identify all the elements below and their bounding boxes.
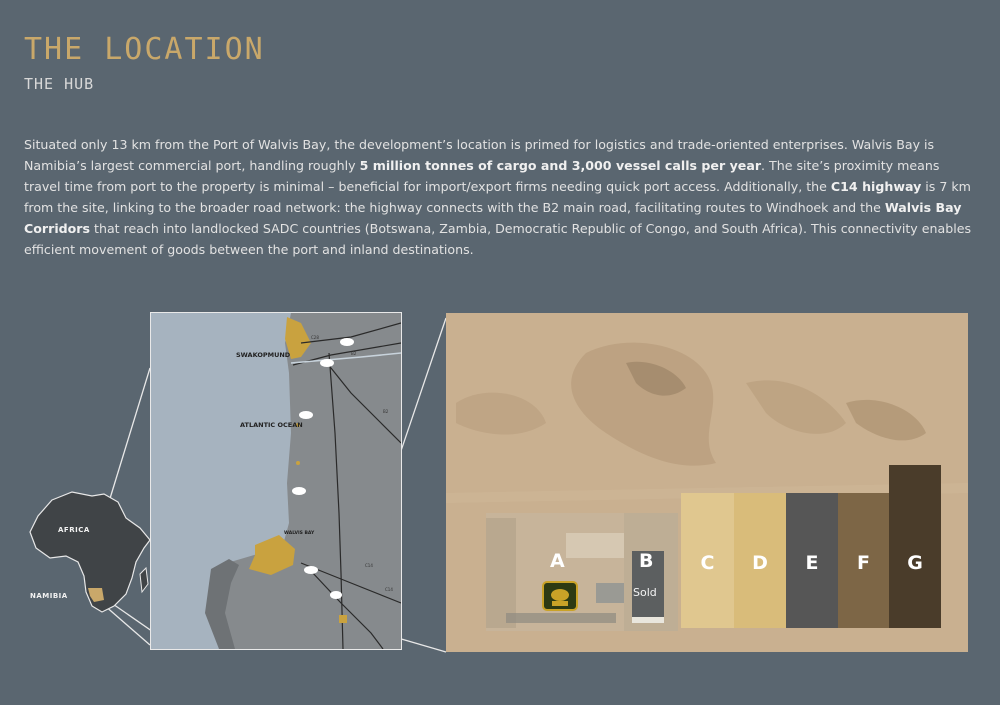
plot-d <box>734 493 786 628</box>
africa-label: AFRICA <box>58 526 90 534</box>
bwc-logo <box>542 581 578 611</box>
intro-highlight-cargo: 5 million tonnes of cargo and 3,000 vessel calls per year <box>359 158 762 173</box>
road-label-b2-east: B2 <box>383 409 389 414</box>
plot-e <box>786 493 838 628</box>
walvis-bay-label: WALVIS BAY <box>284 531 315 536</box>
plot-d-label: D <box>752 552 768 574</box>
page-subtitle: THE HUB <box>24 75 95 93</box>
plot-e-label: E <box>805 552 819 574</box>
plot-c <box>681 493 734 628</box>
regional-map-graphic <box>151 313 401 649</box>
plot-c-label: C <box>700 552 715 574</box>
swakopmund-label: SWAKOPMUND <box>236 351 291 359</box>
bwc-logo-emblem <box>544 583 576 609</box>
intro-text-1: Situated only 13 km from the Port of Walvis Bay, the development’s location is primed for logistics and trade-oriented enterprises. Walvis Bay is Namibia’s largest commercial port, handling roughly <box>24 137 935 173</box>
intro-highlight-c14: C14 highway <box>830 179 922 194</box>
intro-highlight-corridors: Walvis Bay Corridors <box>24 200 962 236</box>
regional-map <box>150 312 402 650</box>
road-label-c14: C14 <box>365 563 373 568</box>
intro-text-4: that reach into landlocked SADC countries (Botswana, Zambia, Democratic Republic of Congo, and South Africa). This connectivity enables efficient movement of goods between the port and inland destinations. <box>24 221 972 257</box>
site-aerial-view <box>446 313 968 652</box>
plot-a-label: A <box>550 550 565 572</box>
intro-text-2: . The site’s proximity means travel time from port to the property is minimal – beneficial for import/export firms needing quick port access. Additionally, the <box>24 158 940 194</box>
africa-overview-map <box>22 488 160 630</box>
plot-f <box>838 493 889 628</box>
road-label-c28: C28 <box>311 335 319 340</box>
plot-g-label: G <box>907 552 923 574</box>
namibia-label: NAMIBIA <box>30 592 68 600</box>
plot-b-sold-status: Sold <box>633 586 657 599</box>
road-label-c14-east: C14 <box>385 587 393 592</box>
page-title: THE LOCATION <box>24 32 265 67</box>
intro-text-3: is 7 km from the site, linking to the broader road network: the highway connects with the B2 main road, facilitating routes to Windhoek and the <box>24 179 971 215</box>
road-label-b2: B2 <box>351 351 357 356</box>
plot-f-label: F <box>857 552 870 574</box>
africa-continent-shape <box>22 488 160 630</box>
atlantic-ocean-label: ATLANTIC OCEAN <box>240 421 303 429</box>
plot-g <box>889 465 941 628</box>
plot-b-label: B <box>639 550 654 572</box>
